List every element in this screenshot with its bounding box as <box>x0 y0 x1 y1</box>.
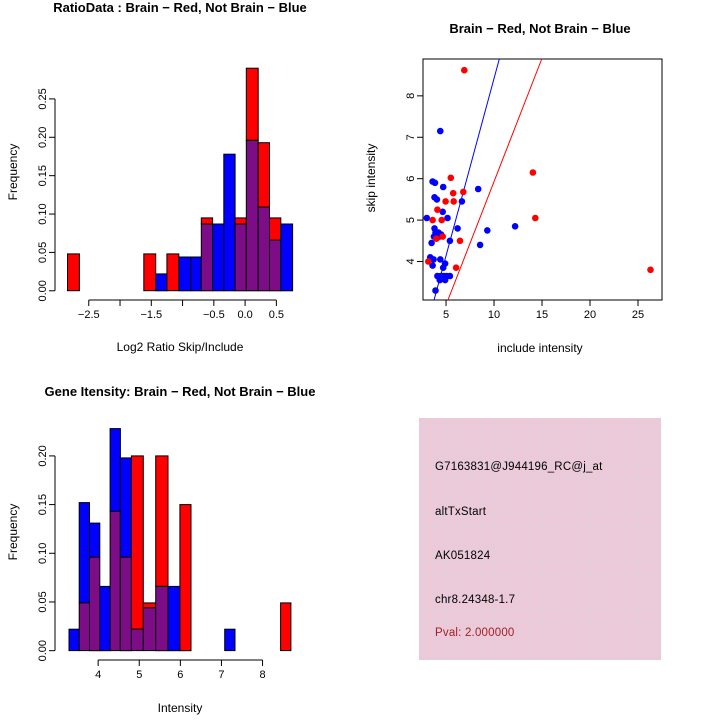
hist-bar-blue <box>110 429 120 512</box>
accession-text: AK051824 <box>435 550 491 562</box>
scatter-point-blue <box>432 287 439 294</box>
scatter-point-red <box>434 206 441 213</box>
scatter-point-blue <box>434 196 441 203</box>
scatter-xlabel: include intensity <box>497 341 583 355</box>
y-tick-label: 0.00 <box>37 280 49 302</box>
scatter-point-red <box>433 235 440 242</box>
hist-bar-red <box>68 254 80 291</box>
chart-ratio-histogram <box>0 0 360 360</box>
scatter-ylabel: skip intensity <box>364 143 378 213</box>
scatter-point-blue <box>477 242 484 249</box>
scatter-point-blue <box>440 264 447 271</box>
hist-bar-red <box>131 456 143 629</box>
hist-bar-red <box>144 254 156 291</box>
y-tick-label: 0.20 <box>37 126 49 148</box>
scatter-title: Brain − Red, Not Brain − Blue <box>449 21 631 36</box>
hist-bar-overlap <box>110 511 120 650</box>
gene-histogram-ylabel: Frequency <box>6 503 20 561</box>
hist-bar-blue <box>213 224 224 291</box>
hist-bar-overlap <box>258 207 269 291</box>
y-tick-label: 0.15 <box>37 493 49 516</box>
hist-bar-overlap <box>131 629 143 650</box>
hist-bar-red <box>201 218 212 224</box>
hist-bar-blue <box>225 629 235 650</box>
scatter-point-blue <box>484 227 491 234</box>
y-tick-label: 0.10 <box>37 203 49 225</box>
scatter-point-red <box>453 264 460 271</box>
hist-bar-red <box>156 456 168 587</box>
hist-bar-overlap <box>79 603 89 651</box>
hist-bar-red <box>281 603 291 651</box>
ratio-histogram-ylabel: Frequency <box>6 143 20 201</box>
hist-bar-blue <box>69 629 79 650</box>
x-tick-label: 15 <box>535 309 549 321</box>
hist-bar-blue <box>224 154 235 291</box>
scatter-point-red <box>442 198 449 205</box>
hist-bar-red <box>167 254 179 291</box>
scatter-point-blue <box>424 215 431 222</box>
x-tick-label: 7 <box>218 669 225 681</box>
hist-bar-overlap <box>156 586 168 650</box>
gene-histogram-title: Gene Itensity: Brain − Red, Not Brain − Blue <box>44 384 316 399</box>
x-tick-label: 5 <box>136 669 143 681</box>
hist-bar-overlap <box>270 240 281 291</box>
chart-intensity-scatter <box>360 0 720 360</box>
x-tick-label: 0.0 <box>237 309 253 321</box>
hist-bar-overlap <box>201 224 212 291</box>
scatter-point-blue <box>447 238 454 245</box>
hist-bar-red <box>180 505 191 651</box>
hist-bar-blue <box>168 586 180 650</box>
plot-box <box>423 59 662 300</box>
y-tick-label: 0.05 <box>37 591 49 613</box>
y-axis <box>37 88 55 301</box>
y-tick-label: 8 <box>405 92 417 99</box>
x-tick-label: −0.5 <box>202 309 225 321</box>
hist-bar-blue <box>79 503 89 603</box>
x-tick-label: 8 <box>259 669 266 681</box>
scatter-point-red <box>461 67 468 74</box>
scatter-point-red <box>439 233 446 240</box>
y-axis <box>405 93 423 265</box>
y-tick-label: 5 <box>405 217 417 224</box>
hist-bar-red <box>246 68 258 140</box>
histogram-bars <box>68 68 293 291</box>
hist-bar-blue <box>100 586 110 650</box>
x-tick-label: 10 <box>487 309 501 321</box>
gene-histogram-xlabel: Intensity <box>157 701 203 715</box>
hist-bar-blue <box>120 458 131 557</box>
scatter-point-blue <box>444 215 451 222</box>
y-tick-label: 0.10 <box>37 542 49 564</box>
hist-bar-overlap <box>143 608 155 651</box>
scatter-point-red <box>530 169 537 176</box>
y-tick-label: 0.20 <box>37 445 49 467</box>
scatter-point-red <box>647 267 654 274</box>
scatter-point-red <box>460 189 467 196</box>
scatter-point-blue <box>437 128 444 135</box>
y-tick-label: 0.25 <box>37 88 49 110</box>
scatter-point-blue <box>512 223 519 230</box>
hist-bar-red <box>270 218 281 240</box>
y-tick-label: 7 <box>405 134 417 141</box>
locus-text: chr8.24348-1.7 <box>435 594 516 606</box>
x-tick-label: 0.5 <box>268 309 285 321</box>
scatter-point-blue <box>440 184 447 191</box>
chart-gene-intensity-histogram <box>0 360 360 720</box>
y-axis <box>37 445 55 661</box>
scatter-point-blue <box>442 277 449 284</box>
scatter-point-red <box>532 215 539 222</box>
hist-bar-blue <box>191 257 202 291</box>
x-tick-label: −2.5 <box>77 309 100 321</box>
hist-bar-overlap <box>90 557 100 651</box>
y-tick-label: 0.15 <box>37 164 49 187</box>
x-axis <box>78 300 284 321</box>
ratio-histogram-title: RatioData : Brain − Red, Not Brain − Blue <box>53 0 307 15</box>
y-tick-label: 0.00 <box>37 639 49 662</box>
x-tick-label: 6 <box>177 669 184 681</box>
y-tick-label: 4 <box>405 258 417 265</box>
scatter-point-blue <box>454 225 461 232</box>
scatter-point-red <box>429 217 436 224</box>
x-axis <box>95 660 266 681</box>
scatter-point-blue <box>459 198 466 205</box>
hist-bar-blue <box>156 274 167 291</box>
hist-bar-overlap <box>246 140 258 290</box>
x-axis <box>443 300 644 321</box>
hist-bar-blue <box>179 257 191 291</box>
x-tick-label: 4 <box>95 669 102 681</box>
x-tick-label: −1.5 <box>140 309 163 321</box>
probe-id-text: G7163831@J944196_RC@j_at <box>435 461 603 473</box>
hist-bar-blue <box>281 224 293 291</box>
scatter-point-blue <box>475 186 482 193</box>
scatter-point-red <box>457 238 464 245</box>
pval-text: Pval: 2.000000 <box>435 627 515 639</box>
x-tick-label: 25 <box>631 309 645 321</box>
y-tick-label: 6 <box>405 175 417 182</box>
hist-bar-overlap <box>235 224 246 291</box>
hist-bar-red <box>143 603 155 608</box>
y-tick-label: 0.05 <box>37 241 49 264</box>
hist-bar-red <box>258 143 269 208</box>
scatter-point-red <box>448 175 455 182</box>
hist-bar-blue <box>90 523 100 557</box>
gene-info-panel <box>419 418 661 660</box>
splice-type-text: altTxStart <box>435 506 487 518</box>
scatter-point-red <box>450 190 457 197</box>
scatter-point-red <box>438 217 445 224</box>
scatter-point-blue <box>432 180 439 187</box>
hist-bar-overlap <box>120 557 131 651</box>
scatter-point-red <box>425 258 432 265</box>
fit-line-red <box>448 59 542 300</box>
ratio-histogram-xlabel: Log2 Ratio Skip/Include <box>116 340 244 354</box>
scatter-point-red <box>450 198 457 205</box>
histogram-bars <box>69 429 291 651</box>
scatter-point-red-group <box>425 67 654 273</box>
x-tick-label: 5 <box>442 309 450 321</box>
hist-bar-red <box>235 218 246 224</box>
x-tick-label: 20 <box>583 309 597 321</box>
